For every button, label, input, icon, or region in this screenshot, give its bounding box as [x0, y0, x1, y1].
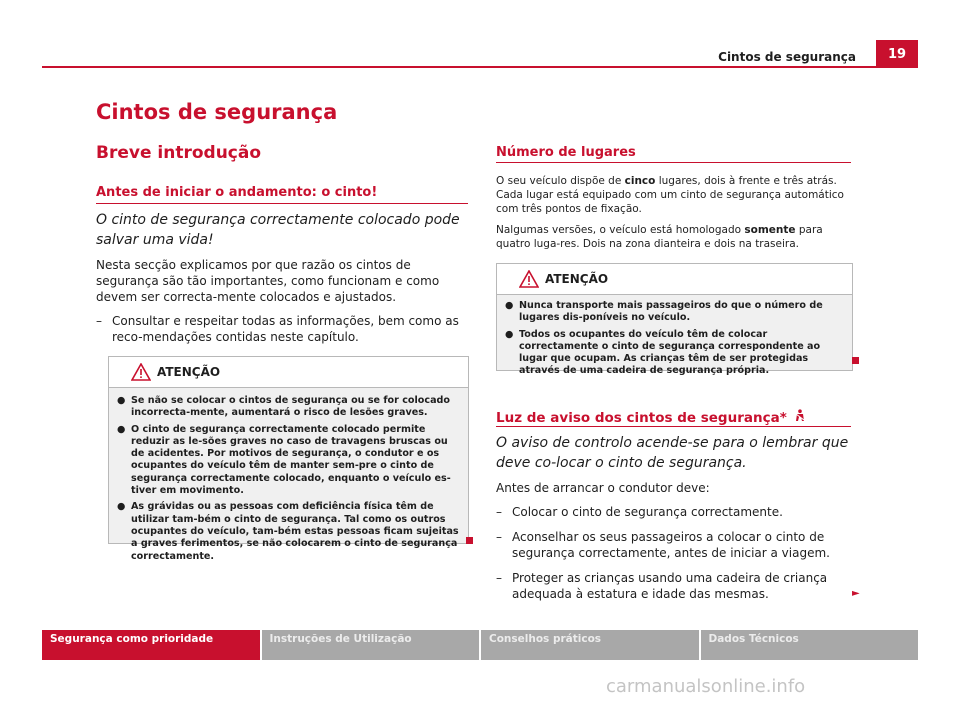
warning-item: ● Todos os ocupantes do veículo têm de colocar correctamente o cinto de segurança correspondente ao lugar que ocupam. As crianças têm de ser protegidas através de uma cadeira de segurança própria. [505, 328, 821, 377]
dash-marker: – [96, 314, 102, 328]
seatbelt-person-icon [794, 409, 806, 423]
section-rule [496, 426, 851, 427]
footer-nav [42, 630, 918, 660]
warning-list [117, 395, 460, 567]
section-end-icon [466, 537, 473, 544]
section-heading-seatbelt-first: Antes de iniciar o andamento: o cinto! [96, 185, 378, 200]
warning-triangle-icon [519, 270, 539, 288]
tab-safety-first[interactable]: Segurança como prioridade [42, 630, 260, 660]
lead-text: O cinto de segurança correctamente colocado pode salvar uma vida! [96, 212, 460, 248]
warning-list [505, 300, 844, 382]
arrow-right-icon: ► [852, 588, 860, 599]
lead-text: O aviso de controlo acende-se para o lembrar que deve co-locar o cinto de segurança. [496, 435, 849, 471]
list-item: – Aconselhar os seus passageiros a colocar o cinto de segurança correctamente, antes de iniciar a viagem. [496, 530, 830, 560]
section-rule [496, 162, 851, 163]
warning-box-left [108, 356, 469, 562]
list-item-text: Consultar e respeitar todas as informações, bem como as reco-mendações contidas neste capítulo. [112, 314, 459, 344]
seats-paragraph-2: Nalgumas versões, o veículo está homologado somente para quatro luga-res. Dois na zona dianteira e dois na traseira. [496, 224, 823, 250]
running-header-title: Cintos de segurança [718, 50, 856, 64]
page-title: Cintos de segurança [96, 100, 338, 124]
list-item: – Colocar o cinto de segurança correctamente. [496, 505, 783, 519]
page-number: 19 [876, 40, 918, 68]
warning-item: ● Se não se colocar o cintos de segurança ou se for colocado incorrecta-mente, aumentará o risco de lesões graves. [117, 395, 450, 419]
list-item: – Proteger as crianças usando uma cadeira de criança adequada à estatura e idade das mesmas. [496, 571, 828, 601]
tab-practical-tips[interactable]: Conselhos práticos [481, 630, 699, 660]
header-rule [42, 66, 876, 68]
tab-technical-data[interactable]: Dados Técnicos [701, 630, 919, 660]
warning-item: ● Nunca transporte mais passageiros do que o número de lugares dis-poníveis no veículo. [505, 300, 823, 324]
tab-operating-instructions[interactable]: Instruções de Utilização [262, 630, 480, 660]
dash-marker: – [496, 505, 502, 519]
seats-paragraph-1: O seu veículo dispõe de cinco lugares, dois à frente e três atrás. Cada lugar está equipado com um cinto de segurança automático com três pontos de fixação. [496, 175, 844, 215]
section-end-icon [852, 357, 859, 364]
warning-label: ATENÇÃO [545, 272, 609, 286]
dash-marker: – [496, 571, 502, 585]
warning-item: ● O cinto de segurança correctamente colocado permite reduzir as le-sões graves no caso de travagens bruscas ou de acidentes. Por motivos de segurança, o condutor e os ocupantes do veículo têm de manter sem-pre o cinto de segurança correctamente colocado, enquanto o veículo es-tiver em movimento. [117, 423, 451, 497]
warning-box-right [496, 263, 853, 377]
section-heading-seats: Número de lugares [496, 145, 636, 160]
intro-paragraph: Nesta secção explicamos por que razão os cintos de segurança são tão importantes, como funcionam e como devem ser correcta-mente colocados e ajustados. [96, 258, 440, 304]
dash-marker: – [496, 530, 502, 544]
list-item [96, 313, 468, 347]
warning-label: ATENÇÃO [157, 365, 221, 379]
warning-triangle-icon [131, 363, 151, 381]
warning-item: ● As grávidas ou as pessoas com deficiência física têm de utilizar tam-bém o cinto de segurança. Tal como os outros ocupantes do veículo, tam-bém estas pessoas ficam sujeitas a graves ferimentos, se não colocarem o cinto de segurança correctamente. [117, 501, 459, 562]
warning-header [109, 357, 468, 388]
intro-sentence: Antes de arrancar o condutor deve: [496, 481, 710, 495]
section-rule [96, 203, 468, 204]
warning-header [497, 264, 852, 295]
section-heading-belt-warning: Luz de aviso dos cintos de segurança* [496, 409, 806, 426]
chapter-subtitle: Breve introdução [96, 143, 262, 163]
watermark: carmanualsonline.info [606, 676, 806, 697]
